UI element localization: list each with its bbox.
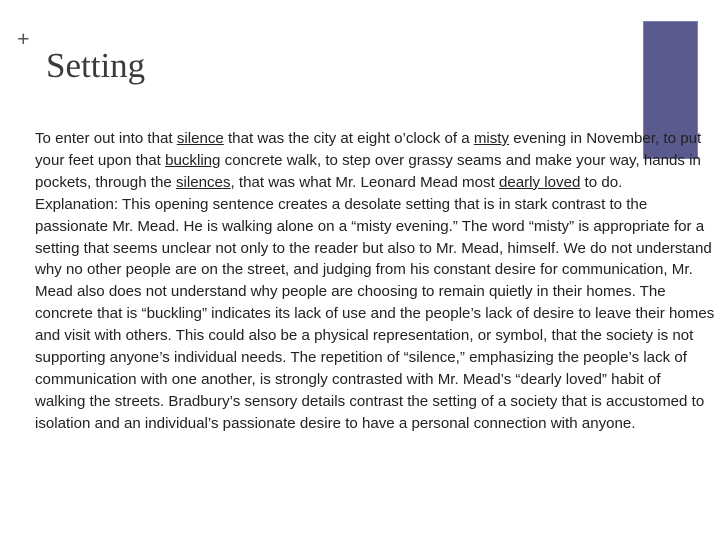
underlined-word-buckling: buckling [165,151,221,169]
underlined-phrase-dearly-loved: dearly loved [498,173,581,191]
quote-text-2: that was the city at eight o’clock of a [223,130,474,147]
underlined-word-silence: silence [176,130,224,147]
underlined-word-silences: silences [175,173,231,191]
slide-body [35,128,715,435]
plus-icon: + [17,26,30,51]
quote-text-3: evening in November, to put your feet upon that [35,130,702,169]
slide-title: Setting [46,46,146,85]
quote-text-6: to do. [580,173,623,191]
underlined-word-misty: misty [473,130,510,147]
quote-text-1: To enter out into that [35,130,177,147]
quote-text-4: concrete walk, to step over grassy seams and make your way, hands in pockets, through the [35,151,701,191]
quote-text-5: , that was what Mr. Leonard Mead most [230,173,499,191]
quote-paragraph [35,128,715,194]
explanation-paragraph: Explanation: This opening sentence creates a desolate setting that is in stark contrast to the passionate Mr. Mead. He is walking alone on a “misty evening.” The word “misty” is appropriate for a setting that seems unclear not only to the reader but also to Mr. Mead, himself. We do not understand why no other people are on the street, and judging from his constant desire for communication, Mr. Mead also does not understand why people are choosing to remain quietly in their homes. The concrete that is “buckling” indicates its lack of use and the people’s lack of desire to leave their homes and visit with others. This could also be a physical representation, or symbol, that the society is not supporting anyone’s individual needs. The repetition of “silence,” emphasizing the people’s lack of communication with one another, is strongly contrasted with Mr. Mead’s “dearly loved” habit of walking the streets. Bradbury’s sensory details contrast the setting of a society that is accustomed to isolation and an individual’s passionate desire to have a personal connection with anyone. [35,195,715,432]
